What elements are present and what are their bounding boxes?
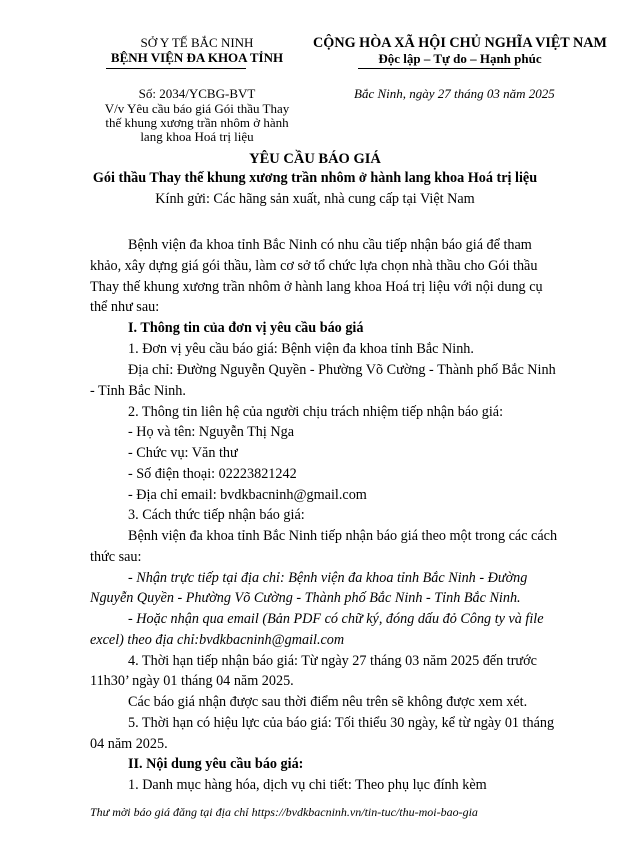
section-2-item-1: 1. Danh mục hàng hóa, dịch vụ chi tiết: Theo phụ lục đính kèm [128, 777, 487, 793]
method-intro-line: Bệnh viện đa khoa tỉnh Bắc Ninh tiếp nhận báo giá theo một trong các cách [128, 528, 558, 544]
footer-note: Thư mời báo giá đăng tại địa chỉ https://bvdkbacninh.vn/tin-tuc/thu-moi-bao-gia [90, 805, 478, 819]
intro-line: Thay thế khung xương trần nhôm ở hành lang khoa Hoá trị liệu với nội dung cụ [90, 279, 543, 295]
agency-name: SỞ Y TẾ BẮC NINH [140, 35, 254, 50]
validity-line: 5. Thời hạn có hiệu lực của báo giá: Tối thiểu 30 ngày, kể từ ngày 01 tháng [128, 715, 555, 731]
address-line: - Tỉnh Bắc Ninh. [90, 383, 186, 399]
hospital-underline [106, 68, 246, 69]
address-line: Địa chỉ: Đường Nguyễn Quyền - Phường Võ Cường - Thành phố Bắc Ninh [128, 362, 556, 378]
motto-underline [358, 68, 520, 69]
method-direct-line: Nguyễn Quyền - Phường Võ Cường - Thành phố Bắc Ninh - Tỉnh Bắc Ninh. [90, 590, 521, 606]
subject-line: V/v Yêu cầu báo giá Gói thầu Thay [104, 101, 290, 116]
contact-heading: 2. Thông tin liên hệ của người chịu trách nhiệm tiếp nhận báo giá: [128, 404, 504, 420]
contact-position: - Chức vụ: Văn thư [128, 445, 238, 461]
national-motto: Độc lập – Tự do – Hạnh phúc [378, 51, 542, 66]
method-intro-line: thức sau: [90, 549, 142, 565]
place-date: Bắc Ninh, ngày 27 tháng 03 năm 2025 [354, 86, 555, 101]
requesting-unit: 1. Đơn vị yêu cầu báo giá: Bệnh viện đa khoa tỉnh Bắc Ninh. [128, 341, 474, 357]
subject-line: thế khung xương trần nhôm ở hành [105, 115, 289, 130]
contact-email: - Địa chỉ email: bvdkbacninh@gmail.com [128, 487, 367, 503]
subject-line: lang khoa Hoá trị liệu [140, 129, 254, 144]
section-1-heading: I. Thông tin của đơn vị yêu cầu báo giá [128, 320, 364, 336]
national-title: CỘNG HÒA XÃ HỘI CHỦ NGHĨA VIỆT NAM [313, 35, 607, 51]
package-title: Gói thầu Thay thế khung xương trần nhôm ở hành lang khoa Hoá trị liệu [92, 170, 538, 186]
late-notice: Các báo giá nhận được sau thời điểm nêu trên sẽ không được xem xét. [128, 694, 528, 710]
method-heading: 3. Cách thức tiếp nhận báo giá: [128, 507, 305, 523]
document-number: Số: 2034/YCBG-BVT [138, 86, 256, 101]
recipient-line: Kính gửi: Các hãng sản xuất, nhà cung cấp tại Việt Nam [155, 191, 475, 207]
document-title: YÊU CẦU BÁO GIÁ [249, 151, 381, 167]
intro-line: khảo, xây dựng giá gói thầu, làm cơ sở tổ chức lựa chọn nhà thầu cho Gói thầu [90, 258, 538, 274]
section-2-heading: II. Nội dung yêu cầu báo giá: [128, 756, 304, 772]
intro-line: Bệnh viện đa khoa tỉnh Bắc Ninh có nhu cầu tiếp nhận báo giá để tham [128, 237, 532, 253]
contact-phone: - Số điện thoại: 02223821242 [128, 466, 297, 482]
contact-name: - Họ và tên: Nguyễn Thị Nga [128, 424, 295, 440]
deadline-line: 4. Thời hạn tiếp nhận báo giá: Từ ngày 27 tháng 03 năm 2025 đến trước [128, 653, 537, 669]
method-direct-line: - Nhận trực tiếp tại địa chỉ: Bệnh viện đa khoa tỉnh Bắc Ninh - Đường [128, 570, 528, 586]
validity-line: 04 năm 2025. [90, 736, 168, 752]
intro-line: thể như sau: [90, 299, 160, 315]
deadline-line: 11h30’ ngày 01 tháng 04 năm 2025. [90, 673, 294, 689]
method-email-line: excel) theo địa chỉ:bvdkbacninh@gmail.com [90, 632, 345, 648]
hospital-name: BỆNH VIỆN ĐA KHOA TỈNH [110, 50, 284, 65]
method-email-line: - Hoặc nhận qua email (Bản PDF có chữ ký, đóng dấu đỏ Công ty và file [128, 611, 544, 627]
